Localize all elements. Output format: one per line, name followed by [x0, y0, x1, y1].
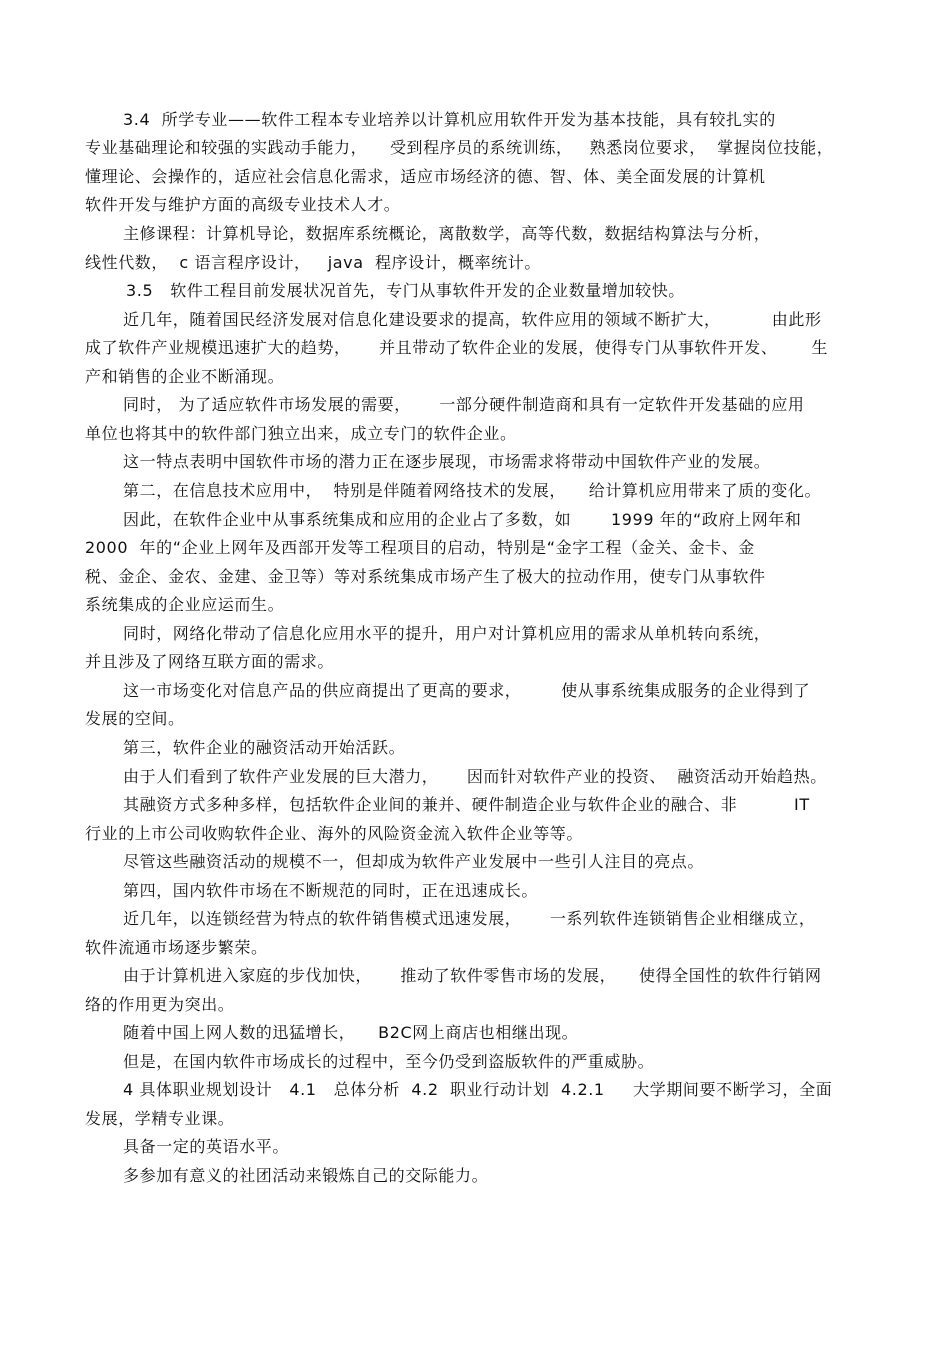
text-line: 第二，在信息技术应用中， 特别是伴随着网络技术的发展， 给计算机应用带来了质的变化。: [123, 481, 822, 500]
text-line: 软件开发与维护方面的高级专业技术人才。: [85, 195, 401, 214]
text-line: 第三，软件企业的融资活动开始活跃。: [123, 738, 406, 757]
text-line: 同时，网络化带动了信息化应用水平的提升，用户对计算机应用的需求从单机转向系统，: [123, 624, 771, 643]
text-line: 系统集成的企业应运而生。: [85, 595, 285, 614]
text-line: 专业基础理论和较强的实践动手能力， 受到程序员的系统训练， 熟悉岗位要求， 掌握岗位技能，: [85, 138, 834, 157]
text-line: 税、金企、金农、金建、金卫等）等对系统集成市场产生了极大的拉动作用，使专门从事软件: [85, 567, 766, 586]
text-line: 第四，国内软件市场在不断规范的同时，正在迅速成长。: [123, 881, 539, 900]
text-line: 发展，学精专业课。: [85, 1109, 235, 1128]
text-line: 多参加有意义的社团活动来锻炼自己的交际能力。: [123, 1166, 489, 1185]
text-line: 近几年，以连锁经营为特点的软件销售模式迅速发展， 一系列软件连锁销售企业相继成立，: [123, 909, 816, 928]
text-line: 成了软件产业规模迅速扩大的趋势， 并且带动了软件企业的发展，使得专门从事软件开发、 生: [85, 338, 829, 357]
text-line: 2000 年的“企业上网年及西部开发等工程项目的启动，特别是“金字工程（金关、金卡、金: [85, 538, 755, 557]
text-line: 产和销售的企业不断涌现。: [85, 367, 285, 386]
text-line: 并且涉及了网络互联方面的需求。: [85, 652, 335, 671]
text-line: 单位也将其中的软件部门独立出来，成立专门的软件企业。: [85, 424, 517, 443]
text-line: 随着中国上网人数的迅猛增长， B2C网上商店也相继出现。: [123, 1023, 579, 1042]
text-line: 软件流通市场逐步繁荣。: [85, 938, 268, 957]
text-line: 发展的空间。: [85, 709, 185, 728]
text-line: 因此，在软件企业中从事系统集成和应用的企业占了多数，如 1999 年的“政府上网年和: [123, 510, 802, 529]
text-line: 4 具体职业规划设计 4.1 总体分析 4.2 职业行动计划 4.2.1 大学期间要不断学习，全面: [123, 1080, 833, 1099]
text-line: 3.5 软件工程目前发展状况首先，专门从事软件开发的企业数量增加较快。: [126, 281, 685, 300]
text-line: 具备一定的英语水平。: [123, 1137, 290, 1156]
text-line: 这一特点表明中国软件市场的潜力正在逐步展现，市场需求将带动中国软件产业的发展。: [123, 452, 771, 471]
text-line: 近几年，随着国民经济发展对信息化建设要求的提高，软件应用的领域不断扩大， 由此形: [123, 310, 822, 329]
text-line: 尽管这些融资活动的规模不一，但却成为软件产业发展中一些引人注目的亮点。: [123, 852, 705, 871]
text-line: 线性代数， c 语言程序设计， java 程序设计，概率统计。: [85, 253, 542, 272]
text-line: 络的作用更为突出。: [85, 995, 235, 1014]
text-line: 行业的上市公司收购软件企业、海外的风险资金流入软件企业等等。: [85, 824, 584, 843]
text-line: 主修课程：计算机导论，数据库系统概论，离散数学，高等代数，数据结构算法与分析，: [123, 224, 771, 243]
text-line: 由于人们看到了软件产业发展的巨大潜力， 因而针对软件产业的投资、 融资活动开始趋热。: [123, 767, 827, 786]
text-line: 3.4 所学专业——软件工程本专业培养以计算机应用软件开发为基本技能，具有较扎实的: [123, 110, 776, 129]
text-line: 其融资方式多种多样，包括软件企业间的兼并、硬件制造企业与软件企业的融合、非 IT: [123, 795, 810, 814]
text-line: 懂理论、会操作的，适应社会信息化需求，适应市场经济的德、智、体、美全面发展的计算机: [85, 167, 766, 186]
text-line: 由于计算机进入家庭的步伐加快， 推动了软件零售市场的发展， 使得全国性的软件行销网: [123, 966, 822, 985]
text-line: 同时， 为了适应软件市场发展的需要， 一部分硬件制造商和具有一定软件开发基础的应用: [123, 395, 805, 414]
text-line: 但是，在国内软件市场成长的过程中，至今仍受到盗版软件的严重威胁。: [123, 1052, 655, 1071]
text-line: 这一市场变化对信息产品的供应商提出了更高的要求， 使从事系统集成服务的企业得到了: [123, 681, 811, 700]
